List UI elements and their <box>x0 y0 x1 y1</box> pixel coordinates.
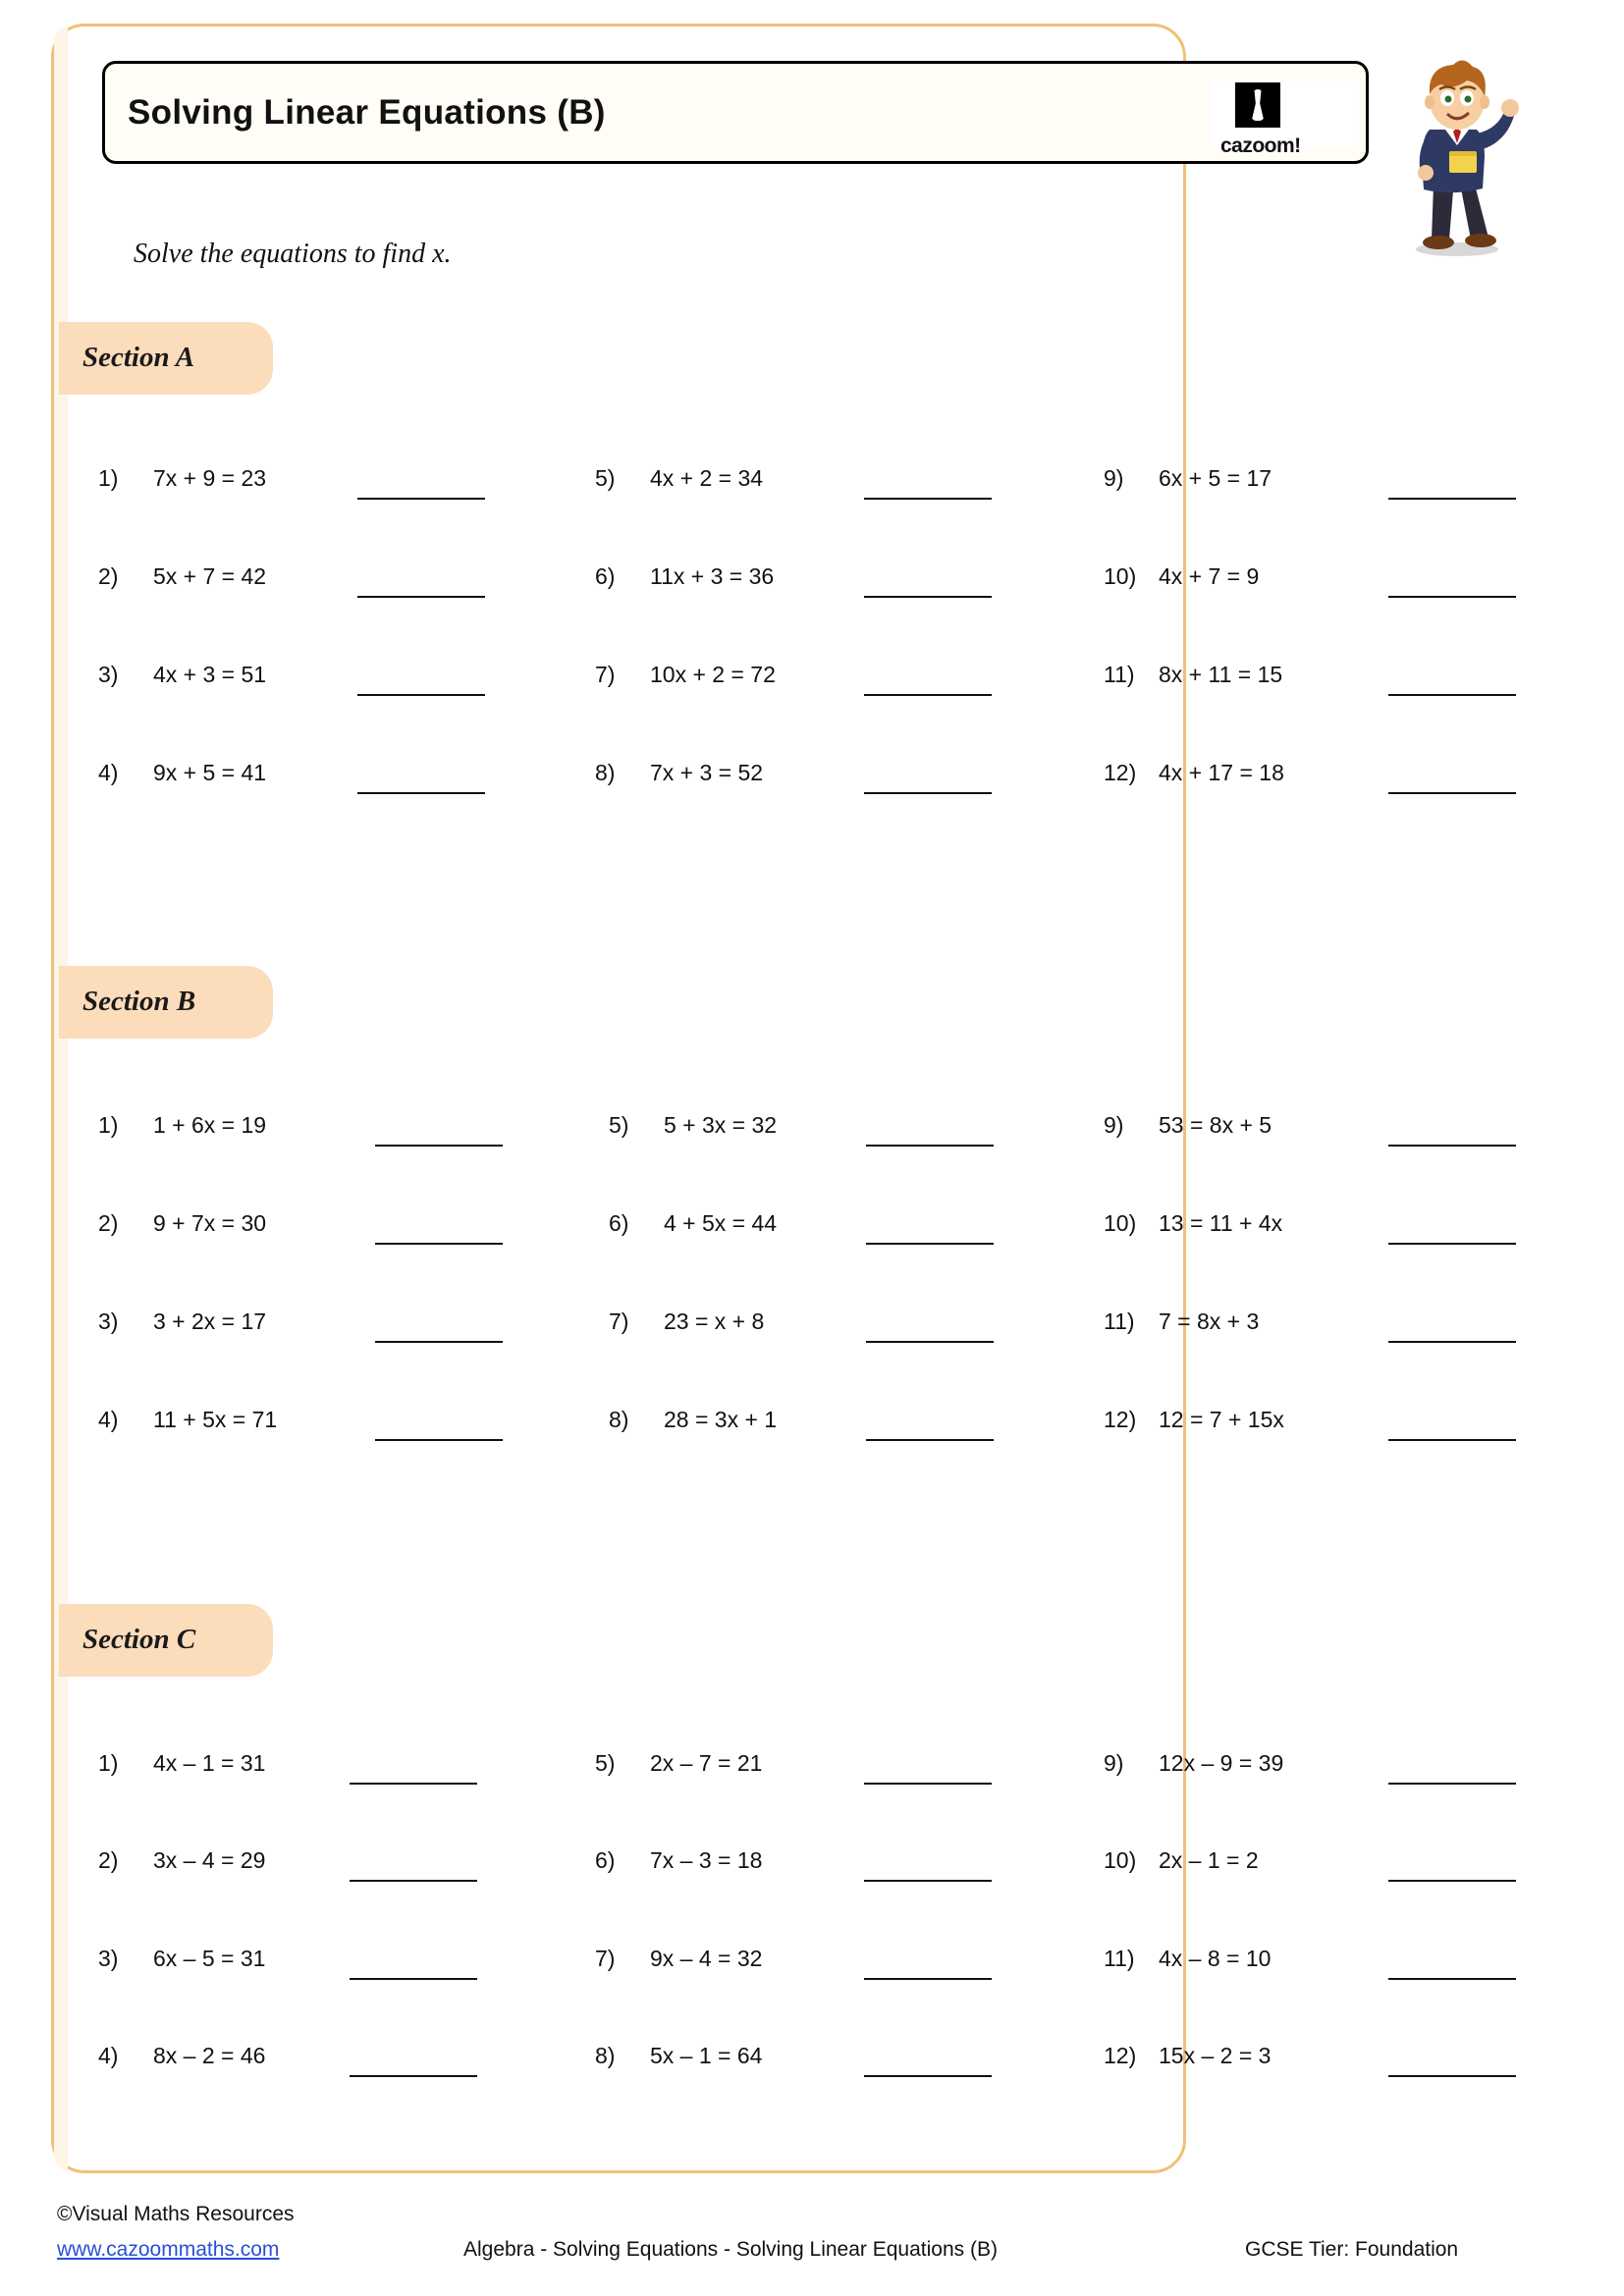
question-text: 4 + 5x = 44 <box>664 1210 778 1236</box>
question-number: 10) <box>1104 1847 1137 1873</box>
answer-line[interactable] <box>1388 498 1516 500</box>
question-row <box>98 1112 511 1159</box>
answer-line[interactable] <box>1388 1439 1516 1441</box>
question-number: 9) <box>1104 1750 1124 1776</box>
instructions-text: Solve the equations to find x. <box>134 239 452 269</box>
section-label: Section A <box>82 342 195 373</box>
question-number: 3) <box>98 662 119 687</box>
question-row <box>1104 1210 1516 1257</box>
answer-line[interactable] <box>864 498 992 500</box>
question-text: 11 + 5x = 71 <box>153 1407 278 1432</box>
page-title: Solving Linear Equations (B) <box>128 93 606 132</box>
question-row <box>609 1308 1021 1356</box>
question-text: 1 + 6x = 19 <box>153 1112 267 1138</box>
answer-line[interactable] <box>866 1439 994 1441</box>
student-mascot-illustration <box>1392 47 1525 263</box>
question-text: 9x + 5 = 41 <box>153 760 267 785</box>
question-number: 1) <box>98 465 119 491</box>
question-number: 5) <box>609 1112 629 1138</box>
question-text: 11x + 3 = 36 <box>650 563 775 589</box>
question-text: 5 + 3x = 32 <box>664 1112 778 1138</box>
answer-line[interactable] <box>1388 1341 1516 1343</box>
question-number: 5) <box>595 1750 616 1776</box>
question-number: 12) <box>1104 1407 1137 1432</box>
question-row <box>98 465 511 512</box>
question-text: 4x – 8 = 10 <box>1159 1946 1272 1971</box>
question-number: 10) <box>1104 563 1137 589</box>
question-row <box>1104 1407 1516 1454</box>
question-number: 3) <box>98 1946 119 1971</box>
question-number: 3) <box>98 1308 119 1334</box>
question-text: 4x + 17 = 18 <box>1159 760 1284 785</box>
question-text: 15x – 2 = 3 <box>1159 2043 1272 2068</box>
answer-line[interactable] <box>1388 2075 1516 2077</box>
answer-line[interactable] <box>866 1341 994 1343</box>
question-number: 6) <box>595 563 616 589</box>
question-number: 4) <box>98 1407 119 1432</box>
question-number: 7) <box>609 1308 629 1334</box>
question-number: 11) <box>1104 662 1135 687</box>
question-text: 13 = 11 + 4x <box>1159 1210 1283 1236</box>
answer-line[interactable] <box>1388 1145 1516 1147</box>
question-text: 4x + 7 = 9 <box>1159 563 1260 589</box>
answer-line[interactable] <box>357 694 485 696</box>
question-row <box>98 1308 511 1356</box>
question-text: 6x + 5 = 17 <box>1159 465 1272 491</box>
question-text: 9x – 4 = 32 <box>650 1946 763 1971</box>
answer-line[interactable] <box>864 1783 992 1785</box>
question-row <box>98 1210 511 1257</box>
question-row <box>595 1750 1007 1797</box>
hourglass-icon <box>1235 82 1280 128</box>
question-row <box>595 1847 1007 1895</box>
answer-line[interactable] <box>864 1978 992 1980</box>
answer-line[interactable] <box>866 1243 994 1245</box>
question-text: 10x + 2 = 72 <box>650 662 776 687</box>
footer-topic: Algebra - Solving Equations - Solving Linear Equations (B) <box>463 2238 998 2261</box>
question-text: 9 + 7x = 30 <box>153 1210 267 1236</box>
question-row <box>609 1407 1021 1454</box>
question-row <box>1104 1112 1516 1159</box>
question-text: 53 = 8x + 5 <box>1159 1112 1272 1138</box>
question-number: 2) <box>98 1210 119 1236</box>
question-number: 5) <box>595 465 616 491</box>
question-text: 3x – 4 = 29 <box>153 1847 266 1873</box>
question-row <box>1104 563 1516 611</box>
question-number: 12) <box>1104 2043 1137 2068</box>
answer-line[interactable] <box>1388 1978 1516 1980</box>
section-header-a <box>59 322 273 395</box>
question-number: 4) <box>98 760 119 785</box>
question-number: 7) <box>595 1946 616 1971</box>
footer-tier: GCSE Tier: Foundation <box>1245 2238 1459 2261</box>
question-text: 7x + 9 = 23 <box>153 465 267 491</box>
question-number: 1) <box>98 1750 119 1776</box>
question-row <box>609 1112 1021 1159</box>
answer-line[interactable] <box>357 498 485 500</box>
question-text: 3 + 2x = 17 <box>153 1308 267 1334</box>
question-text: 12 = 7 + 15x <box>1159 1407 1284 1432</box>
answer-line[interactable] <box>866 1145 994 1147</box>
question-text: 12x – 9 = 39 <box>1159 1750 1284 1776</box>
question-text: 7x + 3 = 52 <box>650 760 764 785</box>
question-text: 4x + 3 = 51 <box>153 662 267 687</box>
question-number: 8) <box>595 760 616 785</box>
logo-wordmark: cazoom! <box>1220 134 1301 157</box>
question-row <box>98 1847 511 1895</box>
question-number: 9) <box>1104 1112 1124 1138</box>
question-row <box>1104 760 1516 807</box>
question-row <box>98 1407 511 1454</box>
answer-line[interactable] <box>864 694 992 696</box>
question-number: 8) <box>609 1407 629 1432</box>
answer-line[interactable] <box>864 596 992 598</box>
question-text: 4x + 2 = 34 <box>650 465 764 491</box>
question-number: 2) <box>98 563 119 589</box>
question-number: 6) <box>595 1847 616 1873</box>
question-row <box>595 563 1007 611</box>
question-number: 7) <box>595 662 616 687</box>
section-header-c <box>59 1604 273 1677</box>
question-text: 6x – 5 = 31 <box>153 1946 266 1971</box>
question-row <box>1104 662 1516 709</box>
answer-line[interactable] <box>1388 1783 1516 1785</box>
answer-line[interactable] <box>375 1439 503 1441</box>
question-number: 8) <box>595 2043 616 2068</box>
answer-line[interactable] <box>1388 1243 1516 1245</box>
question-number: 11) <box>1104 1946 1135 1971</box>
question-row <box>98 1946 511 1993</box>
question-row <box>1104 1946 1516 1993</box>
answer-line[interactable] <box>1388 1880 1516 1882</box>
question-text: 8x + 11 = 15 <box>1159 662 1283 687</box>
answer-line[interactable] <box>1388 596 1516 598</box>
question-text: 2x – 7 = 21 <box>650 1750 763 1776</box>
question-row <box>98 563 511 611</box>
question-number: 6) <box>609 1210 629 1236</box>
question-number: 2) <box>98 1847 119 1873</box>
question-text: 7x – 3 = 18 <box>650 1847 763 1873</box>
question-text: 4x – 1 = 31 <box>153 1750 266 1776</box>
question-text: 5x + 7 = 42 <box>153 563 267 589</box>
question-row <box>1104 1750 1516 1797</box>
question-number: 1) <box>98 1112 119 1138</box>
answer-line[interactable] <box>1388 694 1516 696</box>
answer-line[interactable] <box>864 1880 992 1882</box>
answer-line[interactable] <box>350 1880 477 1882</box>
question-number: 12) <box>1104 760 1137 785</box>
question-number: 10) <box>1104 1210 1137 1236</box>
question-row <box>595 662 1007 709</box>
answer-line[interactable] <box>350 1783 477 1785</box>
section-label: Section B <box>82 986 196 1017</box>
question-text: 23 = x + 8 <box>664 1308 765 1334</box>
question-row <box>1104 465 1516 512</box>
question-row <box>98 662 511 709</box>
question-row <box>98 2043 511 2090</box>
answer-line[interactable] <box>864 2075 992 2077</box>
question-number: 11) <box>1104 1308 1135 1334</box>
question-row <box>609 1210 1021 1257</box>
answer-line[interactable] <box>375 1243 503 1245</box>
question-text: 7 = 8x + 3 <box>1159 1308 1260 1334</box>
answer-line[interactable] <box>864 792 992 794</box>
question-text: 5x – 1 = 64 <box>650 2043 763 2068</box>
answer-line[interactable] <box>350 2075 477 2077</box>
answer-line[interactable] <box>1388 792 1516 794</box>
answer-line[interactable] <box>375 1341 503 1343</box>
answer-line[interactable] <box>357 792 485 794</box>
answer-line[interactable] <box>350 1978 477 1980</box>
question-number: 4) <box>98 2043 119 2068</box>
answer-line[interactable] <box>357 596 485 598</box>
question-row <box>595 2043 1007 2090</box>
question-row <box>98 760 511 807</box>
question-row <box>98 1750 511 1797</box>
question-row <box>595 465 1007 512</box>
question-text: 28 = 3x + 1 <box>664 1407 778 1432</box>
answer-line[interactable] <box>375 1145 503 1147</box>
question-row <box>1104 1308 1516 1356</box>
question-text: 8x – 2 = 46 <box>153 2043 266 2068</box>
question-row <box>1104 1847 1516 1895</box>
section-header-b <box>59 966 273 1039</box>
question-row <box>595 1946 1007 1993</box>
question-text: 2x – 1 = 2 <box>1159 1847 1259 1873</box>
question-row <box>1104 2043 1516 2090</box>
footer-copyright: ©Visual Maths Resources <box>57 2203 295 2225</box>
question-row <box>595 760 1007 807</box>
section-label: Section C <box>82 1624 196 1655</box>
footer-website-link[interactable]: www.cazoommaths.com <box>57 2238 280 2261</box>
question-number: 9) <box>1104 465 1124 491</box>
